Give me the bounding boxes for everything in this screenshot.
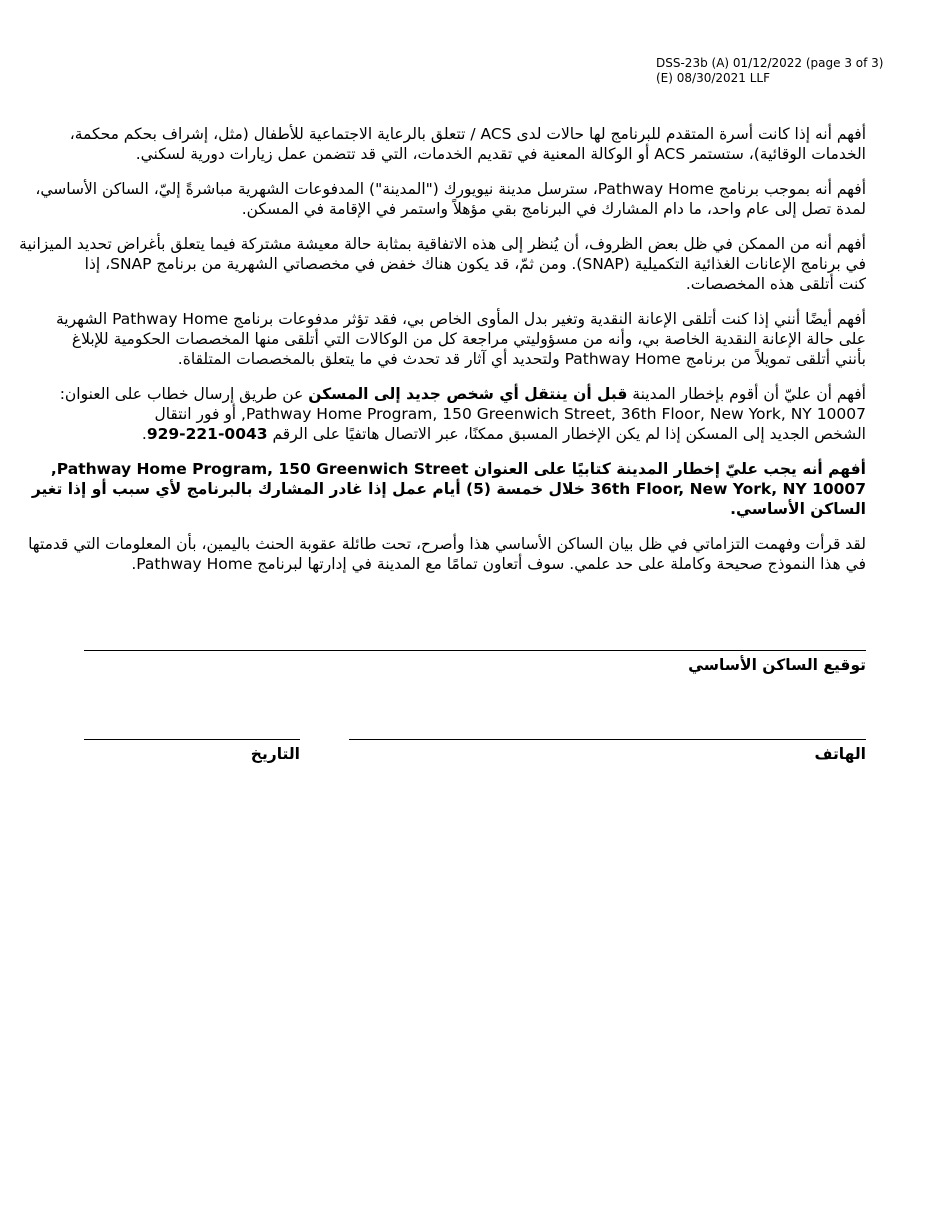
paragraph-line: كنت أتلقى هذه المخصصات. (685, 275, 866, 293)
paragraph-new-occupant (59, 384, 866, 444)
paragraph-line: لقد قرأت وفهمت التزاماتي في ظل بيان الساكن الأساسي هذا وأصرح، تحت طائلة عقوبة الحنث باليمين، بأن المعلومات التي قدمتها (28, 535, 866, 553)
document-body (19, 124, 866, 589)
paragraph-line: في برنامج الإعانات الغذائية التكميلية (SNAP). ومن ثمّ، قد يكون هناك خفض في مخصصاتي الشهرية من برنامج SNAP، إذا (84, 255, 866, 273)
paragraph-line (84, 424, 866, 444)
paragraph-line: أفهم أيضًا أنني إذا كنت أتلقى الإعانة النقدية وتغير بدل المأوى الخاص بي، فقد تؤثر مدفوعات برنامج Pathway Home الشهرية (56, 310, 866, 328)
paragraph-line: لمدة تصل إلى عام واحد، ما دام المشارك في البرنامج بقي مؤهلاً واستمر في الإقامة في المسكن. (241, 200, 866, 218)
paragraph-line: أفهم أنه يجب عليّ إخطار المدينة كتابيًا على العنوان Pathway Home Program, 150 Greenwich Street, (50, 460, 866, 478)
text-segment: عن طريق إرسال خطاب على العنوان: (59, 385, 309, 403)
paragraph-line: على حالة الإعانة النقدية الخاصة بي، وأنه من مسؤوليتي مراجعة كل من الوكالات التي أتلقى منها المخصصات الحكومية للإبلاغ (71, 330, 866, 348)
phone-line[interactable] (349, 739, 866, 740)
phone-label: الهاتف (814, 745, 866, 763)
paragraph-acs (69, 124, 866, 164)
paragraph-line (59, 384, 866, 404)
english-version-date: (E) 08/30/2021 LLF (656, 71, 771, 85)
paragraph-notify-in-writing (31, 459, 866, 519)
paragraph-cash-assistance (56, 309, 866, 369)
bold-text-segment: قبل أن ينتقل أي شخص جديد إلى المسكن (308, 385, 628, 403)
text-segment: الشخص الجديد إلى المسكن إذا لم يكن الإخطار المسبق ممكنًا، عبر الاتصال هاتفيًا على الرقم (267, 425, 866, 443)
date-line[interactable] (84, 739, 300, 740)
paragraph-payments (35, 179, 866, 219)
paragraph-line: 36th Floor, New York, NY 10007 خلال خمسة (5) أيام عمل إذا غادر المشارك بالبرنامج لأي سبب أو إذا تغير (31, 480, 866, 498)
paragraph-line: أفهم أنه بموجب برنامج Pathway Home، سترسل مدينة نيويورك ("المدينة") المدفوعات الشهرية مباشرةً إليّ، الساكن الأساسي، (35, 180, 866, 198)
text-segment: . (141, 425, 147, 443)
paragraph-line: أفهم أنه من الممكن في ظل بعض الظروف، أن يُنظر إلى هذه الاتفاقية بمثابة حالة معيشة مشتركة فيما يتعلق بأغراض تحديد الميزانية (19, 235, 866, 253)
form-id: DSS-23b (A) 01/12/2022 (page 3 of 3) (656, 56, 884, 70)
form-header (656, 56, 916, 86)
paragraph-line: أفهم أنه إذا كانت أسرة المتقدم للبرنامج لها حالات لدى ACS / تتعلق بالرعاية الاجتماعية للأطفال (مثل، إشراف بحكم محكمة، (69, 125, 866, 143)
paragraph-line: الخدمات الوقائية)، ستستمر ACS أو الوكالة المعنية في تقديم الخدمات، التي قد تتضمن عمل زيارات دورية لسكني. (135, 145, 866, 163)
date-label: التاريخ (250, 745, 300, 763)
paragraph-line: Pathway Home Program, 150 Greenwich Street, 36th Floor, New York, NY 10007, أو فور انتقال (154, 405, 866, 423)
text-segment: أفهم أن عليّ أن أقوم بإخطار المدينة (627, 385, 866, 403)
paragraph-attestation (28, 534, 866, 574)
paragraph-line: الساكن الأساسي. (730, 500, 866, 518)
paragraph-line: بأنني أتلقى تمويلاً من برنامج Pathway Home ولتحديد أي آثار قد تحدث في ما يتعلق بالمخصصات المتلقاة. (177, 350, 866, 368)
paragraph-snap (19, 234, 866, 294)
signature-line[interactable] (84, 650, 866, 651)
phone-number: 929-221-0043 (146, 425, 268, 443)
signature-label: توقيع الساكن الأساسي (688, 656, 866, 674)
paragraph-line: في هذا النموذج صحيحة وكاملة على حد علمي. سوف أتعاون تمامًا مع المدينة في إدارتها لبرنامج Pathway Home. (131, 555, 866, 573)
